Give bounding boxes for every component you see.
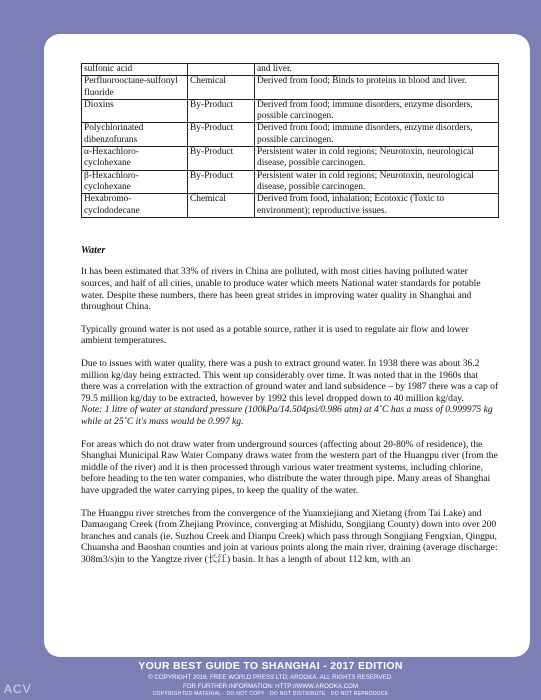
pollutant-effects-cell: Derived from food; Binds to proteins in blood and liver. — [255, 76, 499, 100]
pollutant-name-cell: sulfonic acid — [82, 64, 188, 76]
pollutant-type-cell — [188, 64, 255, 76]
table-row — [82, 64, 499, 76]
table-row — [82, 99, 499, 123]
pollutant-name-cell: Dioxins — [82, 99, 188, 123]
footer-info: FOR FURTHER INFORMATION: HTTP://WWW.AROOKA.COM — [182, 683, 359, 690]
table-row — [82, 170, 499, 194]
pollutant-effects-cell: Persistent water in cold regions; Neurotoxin, neurological disease, possible carcinogen. — [255, 170, 499, 194]
pollutant-type-cell: By-Product — [188, 99, 255, 123]
note-text: Note: 1 litre of water at standard pressure (100kPa/14.504psi/0.986 atm) at 4˚C has a mass of 0.999975 kg while at 25˚C it's mass would be 0.997 kg. — [81, 404, 493, 427]
watermark: ACV — [4, 682, 32, 696]
pollutant-effects-cell: Derived from food; immune disorders, enzyme disorders, possible carcinogen. — [255, 99, 499, 123]
pollutant-name-cell: α-Hexachloro-cyclohexane — [82, 147, 188, 171]
pollutant-type-cell: By-Product — [188, 170, 255, 194]
footer-title: YOUR BEST GUIDE TO SHANGHAI - 2017 EDITION — [138, 660, 403, 672]
pollutant-type-cell: Chemical — [188, 194, 255, 218]
footer-warning: COPYRIGHTED MATERIAL · DO NOT COPY · DO NOT DISTRIBUTE · DO NOT REPRODUCE — [152, 691, 389, 697]
paragraph-3: Due to issues with water quality, there was a push to extract ground water. In 1938 there was about 36.2 million kg/day being extracted. This went up considerably over time. It was noted that in the 1960s that there was a correlation with the extraction of ground water and land subsidence – by 1987 there was a cap of 79.5 million kg/day to be extracted, however by 1992 this level dropped down to 40 million kg/day. — [81, 358, 499, 404]
page-content — [81, 63, 499, 577]
pollutant-type-cell: By-Product — [188, 147, 255, 171]
pollutant-effects-cell: Persistent water in cold regions; Neurotoxin, neurological disease, possible carcinogen. — [255, 147, 499, 171]
paragraph-2: Typically ground water is not used as a potable source, rather it is used to regulate air flow and lower ambient temperatures. — [81, 323, 469, 347]
document-page — [44, 34, 530, 657]
pollutant-type-cell: By-Product — [188, 123, 255, 147]
pollutant-effects-cell: Derived from food; immune disorders, enzyme disorders, possible carcinogen. — [255, 123, 499, 147]
paragraph-1: It has been estimated that 33% of rivers in China are polluted, with most cities having polluted water sources, and half of all cities, unable to produce water which meets National water standards for potable water. Despite these numbers, there has been great strides in improving water quality in Shanghai and throughout China. — [81, 266, 481, 313]
pollutant-name-cell: Polychlorinated dibenzofurans — [82, 123, 188, 147]
footer-copyright: © COPYRIGHT 2016. FREE WORLD PRESS LTD; AROOKA. ALL RIGHTS RESERVED. — [148, 674, 393, 681]
pollutant-effects-cell: and liver. — [255, 64, 499, 76]
table-row — [82, 147, 499, 171]
table-row — [82, 76, 499, 100]
paragraph-5: The Huangpu river stretches from the convergence of the Yuanxiejiang and Xietang (from Tai Lake) and Damaogang Creek (from Zhejiang Province, converging at Mishidu, Songjiang County) down into over 200 branches and canals (ie. Suzhou Creek and Dianpu Creek) which pass through Songjiang Fengxian, Qingpu, Chuansha and Baoshan counties and join at various points along the main river, draining (average discharge: 308m3/s)in to the Yangtze river (长江) basin. It has a length of about 112 km, with an — [81, 507, 498, 565]
pollutant-table — [81, 63, 499, 218]
paragraph-4: For areas which do not draw water from underground sources (affecting about 20-80% of residence), the Shanghai Municipal Raw Water Company draws water from the western part of the Huangpu river (from the middle of the river) and it is then processed through various water treatment systems, including chlorine, before heading to the ten water companies, who distribute the water through pipe. Many areas of Shanghai have upgraded the water carrying pipes, to keep the quality of the water. — [81, 438, 498, 496]
pollutant-effects-cell: Derived from food, inhalation; Ecotoxic (Toxic to environment); reproductive issues. — [255, 194, 499, 218]
pollutant-name-cell: β-Hexachloro-cyclohexane — [82, 170, 188, 194]
pollutant-type-cell: Chemical — [188, 76, 255, 100]
pollutant-name-cell: Hexabromo-cyclododecane — [82, 194, 188, 218]
table-row — [82, 123, 499, 147]
pollutant-name-cell: Perfluorooctane-sulfonyl fluoride — [82, 76, 188, 100]
table-row — [82, 194, 499, 218]
section-heading: Water — [81, 244, 106, 256]
